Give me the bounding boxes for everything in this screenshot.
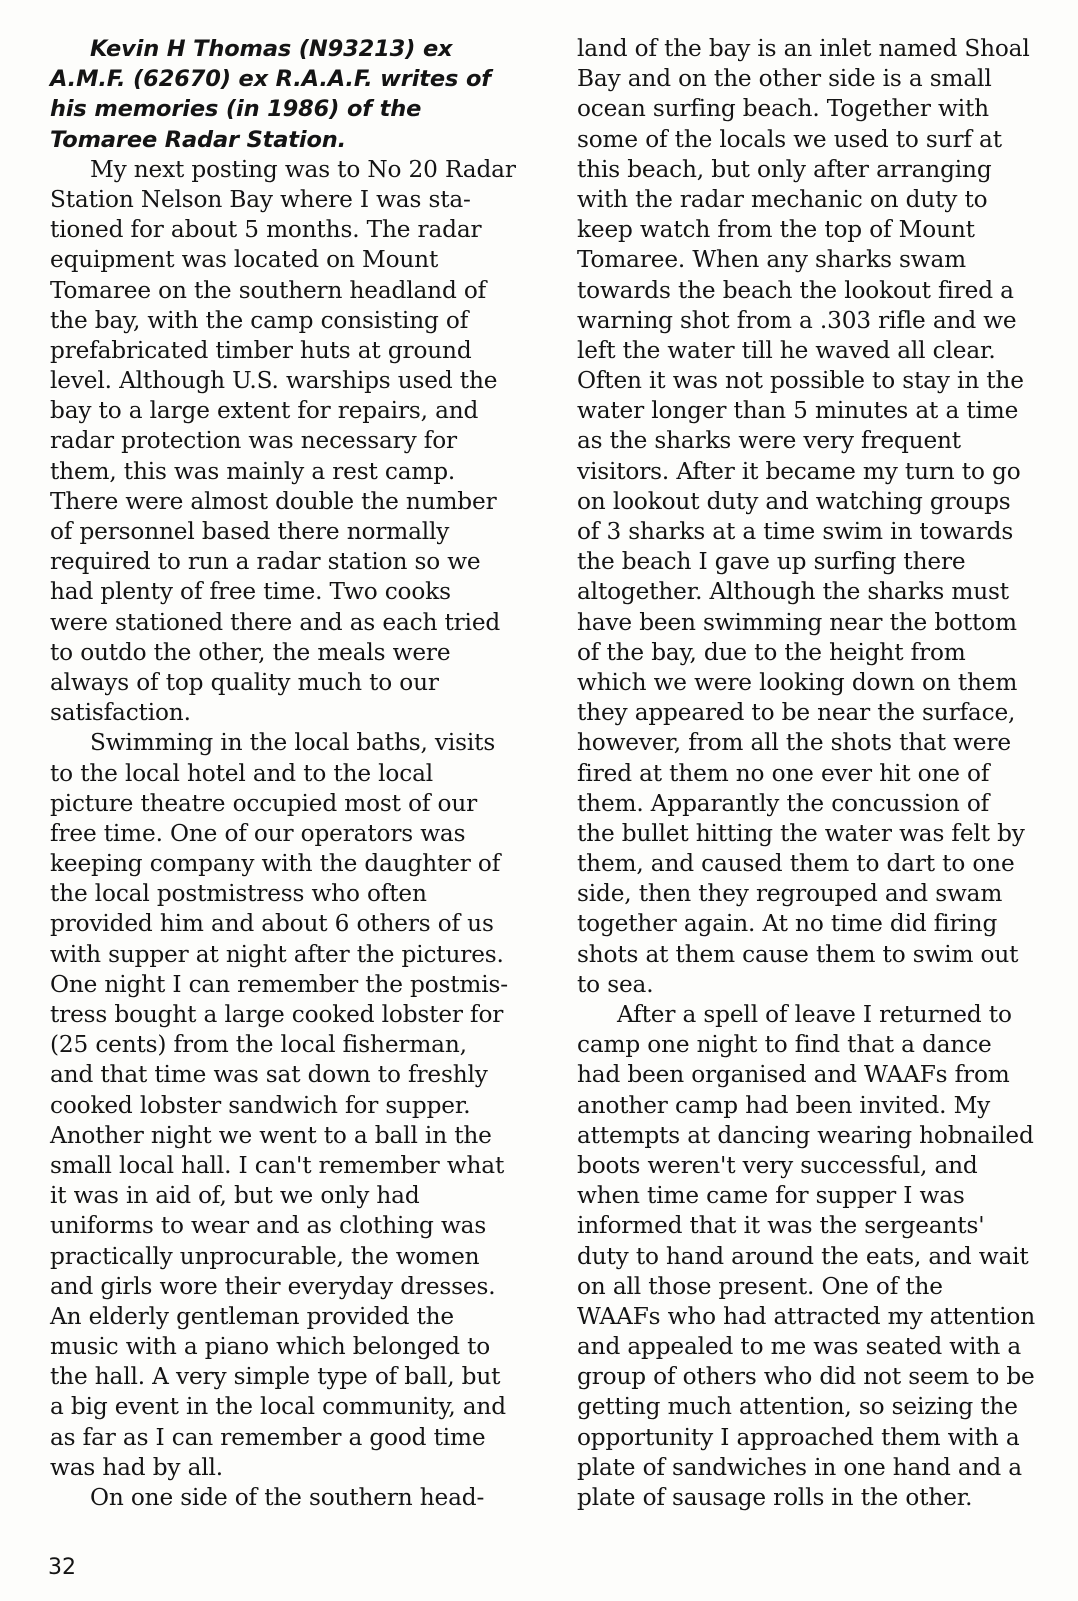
text-line: towards the beach the lookout fired a: [577, 276, 1014, 304]
text-line: was had by all.: [50, 1453, 224, 1481]
text-line: tioned for about 5 months. The radar: [50, 216, 482, 244]
text-line: group of others who did not seem to be: [577, 1363, 1035, 1391]
heading-line: A.M.F. (62670) ex R.A.A.F. writes of: [50, 66, 491, 93]
text-line: Station Nelson Bay where I was sta-: [50, 185, 471, 213]
text-line: warning shot from a .303 rifle and we: [577, 306, 1017, 334]
text-line: the hall. A very simple type of ball, but: [50, 1363, 501, 1391]
text-line: of 3 sharks at a time swim in towards: [577, 518, 1014, 545]
text-line: Another night we went to a ball in the: [50, 1121, 492, 1149]
text-line: them, and caused them to dart to one: [577, 850, 1015, 878]
text-line: keep watch from the top of Mount: [577, 216, 975, 244]
text-line: picture theatre occupied most of our: [50, 789, 478, 817]
text-line: uniforms to wear and as clothing was: [50, 1212, 487, 1240]
text-line: have been swimming near the bottom: [577, 608, 1017, 636]
text-line: Often it was not possible to stay in the: [577, 367, 1024, 395]
text-line: visitors. After it became my turn to go: [577, 457, 1021, 485]
text-line: had been organised and WAAFs from: [577, 1061, 1010, 1089]
text-line: which we were looking down on them: [577, 668, 1018, 696]
text-line: After a spell of leave I returned to: [617, 1001, 1012, 1028]
text-line: music with a piano which belonged to: [50, 1333, 491, 1361]
heading-line: his memories (in 1986) of the: [50, 96, 422, 123]
text-line: water longer than 5 minutes at a time: [577, 397, 1019, 425]
text-line: to sea.: [577, 970, 654, 998]
text-line: An elderly gentleman provided the: [50, 1302, 455, 1330]
text-line: as the sharks were very frequent: [577, 427, 961, 455]
text-line: plate of sausage rolls in the other.: [577, 1484, 973, 1511]
paragraph-2: [50, 728, 550, 1483]
paragraph-3-start: [50, 1483, 550, 1513]
text-line: keeping company with the daughter of: [50, 850, 501, 878]
text-line: of the bay, due to the height from: [577, 638, 966, 666]
text-line: prefabricated timber huts at ground: [50, 336, 472, 364]
text-line: duty to hand around the eats, and wait: [577, 1242, 1029, 1270]
text-line: provided him and about 6 others of us: [50, 910, 494, 938]
heading-line: Kevin H Thomas (N93213) ex: [90, 36, 453, 62]
text-line: plate of sandwiches in one hand and a: [577, 1453, 1022, 1481]
text-line: of personnel based there normally: [50, 518, 450, 545]
text-line: altogether. Although the sharks must: [577, 578, 1009, 606]
text-line: the bay, with the camp consisting of: [50, 306, 469, 334]
text-line: were stationed there and as each tried: [50, 608, 501, 636]
text-line: on all those present. One of the: [577, 1272, 943, 1300]
text-line: equipment was located on Mount: [50, 246, 439, 274]
text-line: informed that it was the sergeants': [577, 1212, 985, 1240]
text-line: Tomaree on the southern headland of: [50, 276, 487, 304]
text-line: left the water till he waved all clear.: [577, 336, 996, 364]
text-line: when time came for supper I was: [577, 1182, 965, 1210]
text-line: practically unprocurable, the women: [50, 1242, 480, 1270]
text-line: and appealed to me was seated with a: [577, 1333, 1022, 1361]
text-line: it was in aid of, but we only had: [50, 1182, 420, 1210]
article-heading: [50, 34, 550, 155]
text-line: however, from all the shots that were: [577, 729, 1011, 757]
text-line: a big event in the local community, and: [50, 1393, 506, 1421]
text-line: some of the locals we used to surf at: [577, 125, 1002, 153]
right-column: [577, 34, 1067, 1513]
text-line: attempts at dancing wearing hobnailed: [577, 1121, 1034, 1149]
text-line: with supper at night after the pictures.: [50, 940, 504, 968]
text-line: boots weren't very successful, and: [577, 1151, 978, 1179]
text-line: tress bought a large cooked lobster for: [50, 1001, 504, 1028]
page-number: 32: [48, 1555, 76, 1580]
text-line: WAAFs who had attracted my attention: [577, 1302, 1036, 1330]
text-line: Swimming in the local baths, visits: [90, 729, 496, 757]
text-line: the beach I gave up surfing there: [577, 548, 966, 576]
paragraph-1: [50, 155, 550, 729]
text-line: (25 cents) from the local fisherman,: [50, 1031, 467, 1059]
text-line: the local postmistress who often: [50, 880, 427, 908]
paragraph-3-continued: [577, 34, 1067, 1000]
text-line: as far as I can remember a good time: [50, 1423, 486, 1451]
text-line: together again. At no time did firing: [577, 910, 998, 938]
text-line: on lookout duty and watching groups: [577, 487, 1011, 515]
text-line: shots at them cause them to swim out: [577, 940, 1019, 968]
text-line: required to run a radar station so we: [50, 548, 481, 576]
paragraph-4: [577, 1000, 1067, 1513]
text-line: level. Although U.S. warships used the: [50, 367, 498, 395]
text-line: satisfaction.: [50, 699, 191, 727]
text-line: One night I can remember the postmis-: [50, 970, 508, 998]
text-line: this beach, but only after arranging: [577, 155, 992, 183]
text-line: free time. One of our operators was: [50, 819, 466, 847]
text-line: fired at them no one ever hit one of: [577, 759, 990, 787]
text-line: side, then they regrouped and swam: [577, 880, 1003, 908]
text-line: with the radar mechanic on duty to: [577, 185, 988, 213]
text-line: My next posting was to No 20 Radar: [90, 155, 516, 183]
text-line: cooked lobster sandwich for supper.: [50, 1091, 471, 1119]
text-line: opportunity I approached them with a: [577, 1423, 1020, 1451]
text-line: the bullet hitting the water was felt by: [577, 819, 1025, 847]
text-line: to outdo the other, the meals were: [50, 638, 451, 666]
text-line: camp one night to find that a dance: [577, 1031, 992, 1059]
text-line: There were almost double the number: [50, 487, 497, 515]
text-line: to the local hotel and to the local: [50, 759, 434, 787]
text-line: Bay and on the other side is a small: [577, 65, 992, 93]
text-line: small local hall. I can't remember what: [50, 1151, 505, 1179]
text-line: them, this was mainly a rest camp.: [50, 457, 456, 485]
text-line: always of top quality much to our: [50, 668, 439, 696]
left-column: [50, 34, 550, 1513]
text-line: radar protection was necessary for: [50, 427, 457, 455]
text-line: they appeared to be near the surface,: [577, 699, 1016, 727]
text-line: and girls wore their everyday dresses.: [50, 1272, 496, 1300]
text-line: them. Apparantly the concussion of: [577, 789, 990, 817]
text-line: getting much attention, so seizing the: [577, 1393, 1018, 1421]
heading-line: Tomaree Radar Station.: [50, 126, 347, 153]
text-line: bay to a large extent for repairs, and: [50, 397, 479, 425]
text-line: had plenty of free time. Two cooks: [50, 578, 451, 606]
text-line: On one side of the southern head-: [90, 1484, 485, 1511]
text-line: another camp had been invited. My: [577, 1091, 991, 1119]
text-line: ocean surfing beach. Together with: [577, 95, 989, 123]
text-line: Tomaree. When any sharks swam: [577, 246, 966, 274]
text-line: and that time was sat down to freshly: [50, 1061, 488, 1089]
text-line: land of the bay is an inlet named Shoal: [577, 35, 1030, 62]
